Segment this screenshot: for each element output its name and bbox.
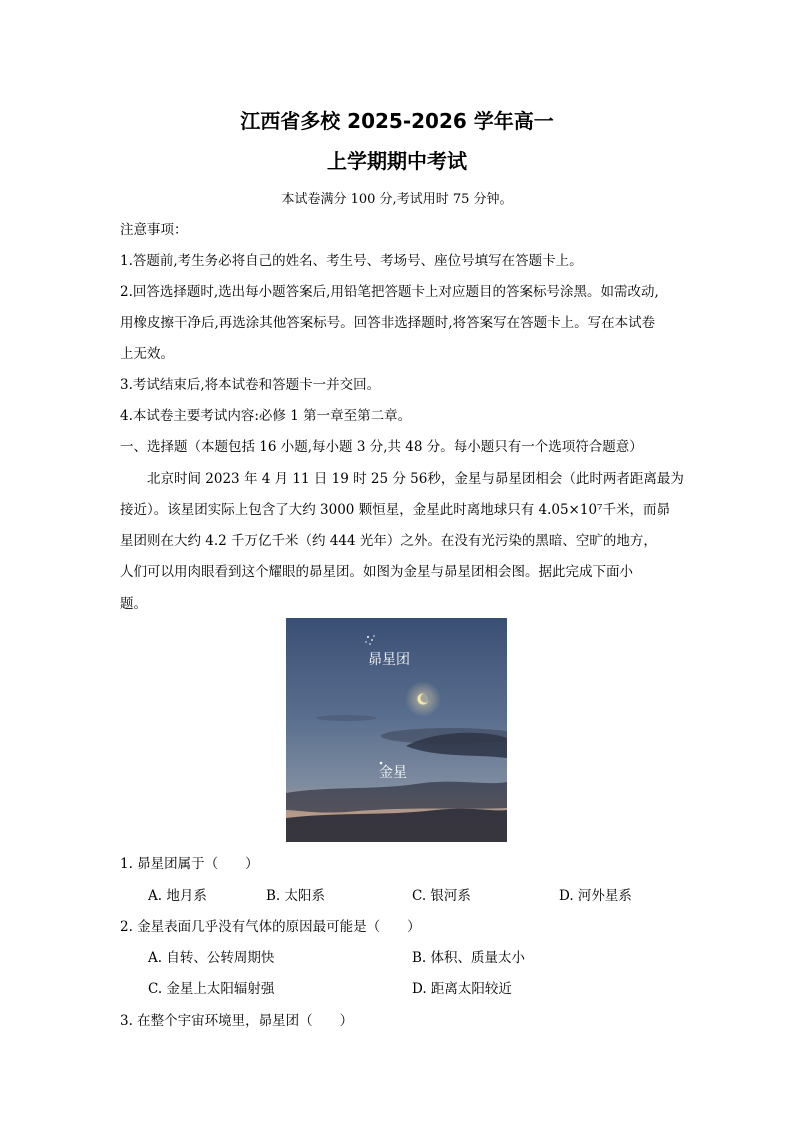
question-2-stem: 2. 金星表面几乎没有气体的原因最可能是（ ） [120,919,421,935]
q1-option-a[interactable]: A. 地月系 [148,888,207,904]
q1-option-c[interactable]: C. 银河系 [412,888,471,904]
notes-heading: 注意事项： [120,222,188,238]
pleiades-star [365,641,366,642]
label-venus: 金星 [379,765,407,781]
pleiades-star [371,639,373,641]
q2-option-d[interactable]: D. 距离太阳较近 [412,981,512,997]
q1-option-b[interactable]: B. 太阳系 [266,888,326,904]
venus-dot [380,762,383,765]
notes-item-2-line2: 用橡皮擦干净后,再选涂其他答案标号。回答非选择题时,将答案写在答题卡上。写在本试卷 [120,315,656,331]
exam-subtitle: 本试卷满分 100 分,考试用时 75 分钟。 [281,192,513,207]
exam-title-line2: 上学期期中考试 [327,149,467,173]
venus-pleiades-photo [286,618,507,842]
notes-item-3: 3.考试结束后,将本试卷和答题卡一并交回。 [120,377,381,393]
passage-line-5: 题。 [120,596,147,612]
notes-item-1: 1.答题前,考生务必将自己的姓名、考生号、考场号、座位号填写在答题卡上。 [120,253,583,269]
notes-item-4: 4.本试卷主要考试内容:必修 1 第一章至第二章。 [120,408,412,424]
moon-shadow [420,693,429,702]
q2-option-a[interactable]: A. 自转、公转周期快 [148,950,275,966]
question-3-stem: 3. 在整个宇宙环境里，昴星团（ ） [120,1013,354,1029]
pleiades-star [373,635,374,636]
notes-item-2-line3: 上无效。 [120,346,174,362]
question-1-stem: 1. 昴星团属于（ ） [120,856,259,872]
q2-option-b[interactable]: B. 体积、质量太小 [412,950,526,966]
section-heading: 一、选择题（本题包括 16 小题,每小题 3 分,共 48 分。每小题只有一个选项符合题意） [120,439,643,455]
passage-line-4: 人们可以用肉眼看到这个耀眼的昴星团。如图为金星与昴星团相会图。据此完成下面小 [120,564,633,580]
pleiades-star [367,636,369,638]
pleiades-star [369,643,371,645]
q1-option-d[interactable]: D. 河外星系 [559,888,632,904]
label-pleiades: 昴星团 [368,652,410,668]
exam-title-line1: 江西省多校 2025-2026 学年高一 [240,109,554,133]
passage-line-3: 星团则在大约 4.2 千万亿千米（约 444 光年）之外。在没有光污染的黑暗、空旷的地方， [120,533,657,549]
notes-item-2-line1: 2.回答选择题时,选出每小题答案后,用铅笔把答题卡上对应题目的答案标号涂黑。如需改动, [120,284,659,300]
cloud-wisp [316,715,376,721]
q2-option-c[interactable]: C. 金星上太阳辐射强 [148,981,275,997]
passage-line-1: 北京时间 2023 年 4 月 11 日 19 时 25 分 56秒，金星与昴星团相会（此时两者距离最为 [147,471,684,487]
passage-line-2: 接近）。该星团实际上包含了大约 3000 颗恒星，金星此时离地球只有 4.05×10⁷千米，而昴 [120,502,670,518]
